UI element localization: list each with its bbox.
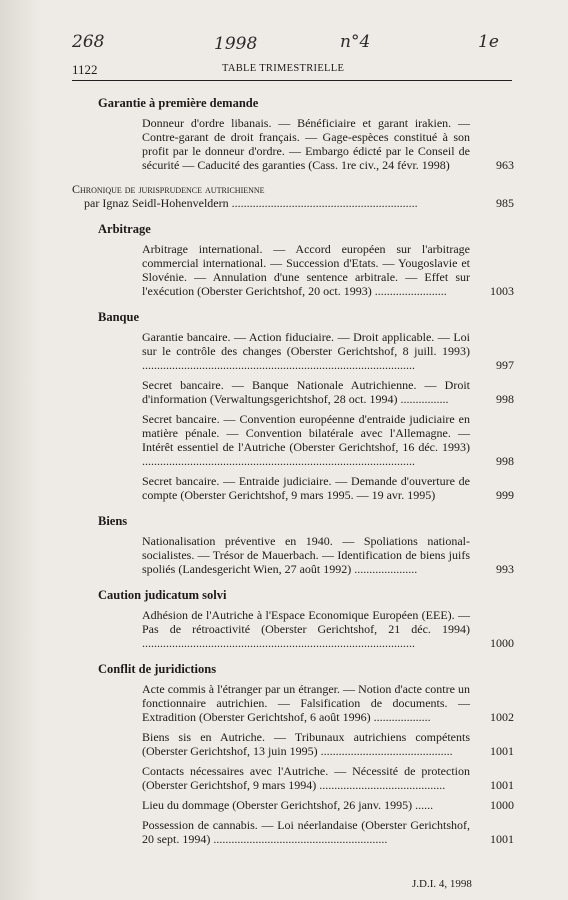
- entry-text: Possession de cannabis. — Loi néerlandaise (Oberster Gerichtshof, 20 sept. 1994) ..........................................................: [142, 818, 470, 846]
- page-reference: 1001: [490, 744, 514, 758]
- handwritten-note-2: 1998: [214, 34, 258, 54]
- entry-text: Arbitrage international. — Accord européen sur l'arbitrage commercial international. — Succession d'Etats. — Yougoslavie et Slovénie. — Annulation d'une sentence arbitrale. — Effet sur l'exécution (Oberster Gerichtshof, 20 oct. 1993) ........................: [142, 242, 470, 298]
- handwritten-note-4: 1e: [478, 32, 499, 52]
- section-heading: Biens: [98, 514, 128, 528]
- entry-text: Biens sis en Autriche. — Tribunaux autrichiens compétents (Oberster Gerichtshof, 13 juin 1995) ............................................: [142, 730, 470, 758]
- page-reference: 1000: [490, 798, 514, 812]
- section-heading: Banque: [98, 310, 139, 324]
- running-head: TABLE TRIMESTRIELLE: [222, 63, 345, 74]
- chronicle-title: Chronique de jurisprudence autrichienne: [72, 182, 265, 196]
- page-reference: 1001: [490, 832, 514, 846]
- handwritten-note-3: n°4: [340, 32, 371, 52]
- journal-footer: J.D.I. 4, 1998: [412, 878, 472, 890]
- index-entry: [142, 730, 514, 758]
- page-header: [72, 62, 512, 81]
- page-reference: 1003: [490, 284, 514, 298]
- entry-text: Secret bancaire. — Banque Nationale Autrichienne. — Droit d'information (Verwaltungsgerichtshof, 28 oct. 1994) ................: [142, 378, 470, 406]
- entry-text: Lieu du dommage (Oberster Gerichtshof, 26 janv. 1995) ......: [142, 798, 434, 812]
- index-entry: [142, 608, 514, 650]
- handwritten-note-1: 268: [72, 32, 105, 52]
- page-reference: 997: [496, 358, 514, 372]
- section-heading: Caution judicatum solvi: [98, 588, 227, 602]
- section-heading: Conflit de juridictions: [98, 662, 217, 676]
- entry-text: Garantie bancaire. — Action fiduciaire. — Droit applicable. — Loi sur le contrôle des changes (Oberster Gerichtshof, 8 juill. 1993) ...........................................................................................: [142, 330, 470, 372]
- page-reference: 998: [496, 392, 514, 406]
- index-entry: [142, 242, 514, 298]
- page-reference: 963: [496, 158, 514, 172]
- entry-text: Secret bancaire. — Entraide judiciaire. — Demande d'ouverture de compte (Oberster Gerichtshof, 9 mars 1995. — 19 avr. 1995): [142, 474, 470, 502]
- page-edge-shadow: [0, 0, 40, 900]
- entry-text: Nationalisation préventive en 1940. — Spoliations national-socialistes. — Trésor de Mauerbach. — Identification de biens juifs spoliés (Landesgericht Wien, 27 août 1992) .....................: [142, 534, 470, 576]
- index-entry: [142, 818, 514, 846]
- index-entry: [142, 378, 514, 406]
- index-entry: [142, 682, 514, 724]
- page-number: 1122: [72, 62, 98, 77]
- chronicle-entry: [72, 182, 514, 210]
- entry-text: Contacts nécessaires avec l'Autriche. — Nécessité de protection (Oberster Gerichtshof, 9 mars 1994) ..........................................: [142, 764, 470, 792]
- index-content: [72, 90, 514, 852]
- index-entry: [142, 798, 514, 812]
- page-reference: 985: [496, 196, 514, 210]
- index-entry: [142, 534, 514, 576]
- chronicle-author: par Ignaz Seidl-Hohenveldern ..............................................................: [84, 196, 418, 210]
- entry-text: Donneur d'ordre libanais. — Bénéficiaire et garant irakien. — Contre-garant de droit français. — Gage-espèces constitué à son profit par le donneur d'ordre. — Embargo édicté par le Conseil de sécurité — Caducité des garanties (Cass. 1re civ., 24 févr. 1998): [142, 116, 470, 172]
- index-entry: [142, 330, 514, 372]
- page-reference: 1001: [490, 778, 514, 792]
- index-entry: [142, 474, 514, 502]
- section-heading: Garantie à première demande: [98, 96, 259, 110]
- section-heading: Arbitrage: [98, 222, 151, 236]
- index-entry: [142, 764, 514, 792]
- page-reference: 1000: [490, 636, 514, 650]
- page-reference: 999: [496, 488, 514, 502]
- page-reference: 998: [496, 454, 514, 468]
- page-reference: 993: [496, 562, 514, 576]
- entry-text: Secret bancaire. — Convention européenne d'entraide judiciaire en matière pénale. — Convention bilatérale avec l'Allemagne. — Intérêt essentiel de l'Autriche (Oberster Gerichtshof, 16 déc. 1993) ...........................................................................................: [142, 412, 470, 468]
- index-entry: [142, 116, 514, 172]
- entry-text: Acte commis à l'étranger par un étranger. — Notion d'acte contre un fonctionnaire autrichien. — Falsification de documents. — Extradition (Oberster Gerichtshof, 6 août 1996) ...................: [142, 682, 470, 724]
- index-entry: [142, 412, 514, 468]
- page-reference: 1002: [490, 710, 514, 724]
- entry-text: Adhésion de l'Autriche à l'Espace Economique Européen (EEE). — Pas de rétroactivité (Oberster Gerichtshof, 21 déc. 1994) ...........................................................................................: [142, 608, 470, 650]
